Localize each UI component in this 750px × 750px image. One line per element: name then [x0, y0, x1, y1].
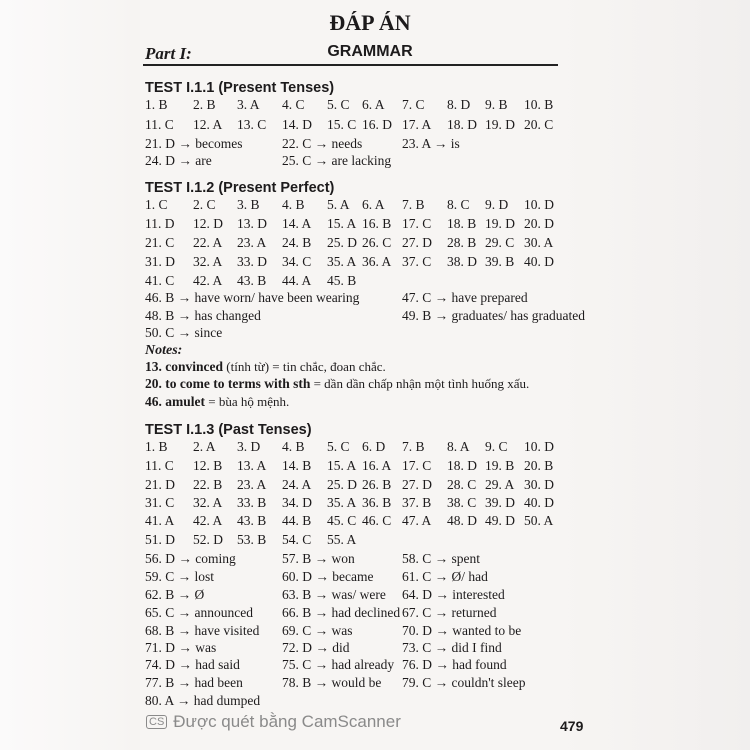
correction-item: 74. D → had said — [145, 657, 240, 672]
answer-cell: 13. D — [237, 216, 267, 231]
correction-item: 21. D → becomes — [145, 136, 243, 151]
answer-cell: 18. B — [447, 216, 477, 231]
test-heading: TEST I.1.2 (Present Perfect) — [145, 180, 335, 196]
answer-cell: 12. D — [193, 216, 223, 231]
answer-cell: 4. B — [282, 197, 305, 212]
answer-cell: 14. B — [282, 458, 312, 473]
correction-item: 73. C → did I find — [402, 640, 502, 655]
answer-cell: 46. C — [362, 513, 392, 528]
note-item — [145, 394, 289, 410]
correction-item: 68. B → have visited — [145, 623, 260, 638]
answer-cell: 33. D — [237, 254, 267, 269]
answer-cell: 53. B — [237, 532, 267, 547]
correction-item: 59. C → lost — [145, 569, 215, 584]
answer-cell: 37. B — [402, 495, 432, 510]
answer-cell: 54. C — [282, 532, 312, 547]
correction-item: 58. C → spent — [402, 551, 481, 566]
answer-cell: 38. D — [447, 254, 477, 269]
correction-item: 49. B → graduates/ has graduated — [402, 308, 585, 323]
answer-cell: 11. C — [145, 117, 174, 132]
answer-cell: 17. C — [402, 458, 432, 473]
answer-cell: 17. C — [402, 216, 432, 231]
answer-cell: 9. C — [485, 439, 508, 454]
correction-item: 70. D → wanted to be — [402, 623, 522, 638]
answer-cell: 10. B — [524, 97, 554, 112]
answer-cell: 5. C — [327, 439, 350, 454]
correction-item: 67. C → returned — [402, 605, 497, 620]
answer-cell: 34. D — [282, 495, 312, 510]
correction-item: 80. A → had dumped — [145, 693, 261, 708]
answer-cell: 49. D — [485, 513, 515, 528]
correction-item: 60. D → became — [282, 569, 374, 584]
answer-cell: 3. D — [237, 439, 261, 454]
correction-item: 22. C → needs — [282, 136, 363, 151]
note-term: 20. to come to terms with sth — [145, 376, 311, 391]
answer-cell: 41. C — [145, 273, 175, 288]
correction-item: 61. C → Ø/ had — [402, 569, 488, 584]
answer-cell: 48. D — [447, 513, 477, 528]
answer-cell: 50. A — [524, 513, 554, 528]
answer-cell: 44. B — [282, 513, 312, 528]
page-title: ĐÁP ÁN — [329, 10, 411, 35]
answer-cell: 42. A — [193, 513, 223, 528]
answer-cell: 5. C — [327, 97, 350, 112]
answer-cell: 36. B — [362, 495, 392, 510]
answer-cell: 12. A — [193, 117, 223, 132]
answer-cell: 22. B — [193, 477, 223, 492]
answer-cell: 2. B — [193, 97, 216, 112]
correction-item: 46. B → have worn/ have been wearing — [145, 290, 360, 305]
answer-cell: 20. D — [524, 216, 554, 231]
answer-cell: 36. A — [362, 254, 392, 269]
answer-cell: 42. A — [193, 273, 223, 288]
answer-cell: 37. C — [402, 254, 432, 269]
answer-cell: 39. B — [485, 254, 515, 269]
answer-cell: 23. A — [237, 477, 267, 492]
answer-cell: 2. C — [193, 197, 216, 212]
answer-cell: 41. A — [145, 513, 175, 528]
answer-cell: 19. D — [485, 216, 515, 231]
answer-cell: 29. C — [485, 235, 515, 250]
page-number: 479 — [560, 718, 584, 734]
notes-label: Notes: — [145, 343, 183, 358]
correction-item: 79. C → couldn't sleep — [402, 675, 526, 690]
answer-cell: 31. C — [145, 495, 175, 510]
note-item — [145, 359, 386, 375]
camscanner-watermark — [146, 712, 401, 732]
correction-item: 78. B → would be — [282, 675, 382, 690]
answer-cell: 15. A — [327, 458, 357, 473]
answer-cell: 27. D — [402, 235, 432, 250]
answer-cell: 19. D — [485, 117, 515, 132]
test-heading: TEST I.1.1 (Present Tenses) — [145, 80, 335, 96]
correction-item: 65. C → announced — [145, 605, 253, 620]
test-heading: TEST I.1.3 (Past Tenses) — [145, 422, 312, 438]
answer-cell: 3. A — [237, 97, 260, 112]
correction-item: 77. B → had been — [145, 675, 243, 690]
answer-cell: 33. B — [237, 495, 267, 510]
note-term: 46. amulet — [145, 394, 205, 409]
camscanner-logo-icon: CS — [146, 715, 167, 729]
answer-cell: 26. B — [362, 477, 392, 492]
answer-cell: 6. A — [362, 97, 385, 112]
answer-cell: 8. C — [447, 197, 470, 212]
answer-cell: 24. A — [282, 477, 312, 492]
answer-cell: 21. C — [145, 235, 175, 250]
answer-cell: 10. D — [524, 197, 554, 212]
answer-cell: 44. A — [282, 273, 312, 288]
answer-cell: 31. D — [145, 254, 175, 269]
note-item — [145, 376, 529, 392]
answer-cell: 52. D — [193, 532, 223, 547]
watermark-text: Được quét bằng CamScanner — [173, 712, 401, 731]
correction-item: 64. D → interested — [402, 587, 505, 602]
answer-cell: 3. B — [237, 197, 260, 212]
answer-cell: 25. D — [327, 235, 357, 250]
correction-item: 25. C → are lacking — [282, 153, 392, 168]
answer-cell: 40. D — [524, 254, 554, 269]
answer-cell: 9. B — [485, 97, 508, 112]
answer-cell: 18. D — [447, 458, 477, 473]
answer-cell: 6. D — [362, 439, 386, 454]
correction-item: 57. B → won — [282, 551, 355, 566]
answer-cell: 15. A — [327, 216, 357, 231]
answer-cell: 27. D — [402, 477, 432, 492]
answer-cell: 8. A — [447, 439, 470, 454]
answer-cell: 2. A — [193, 439, 216, 454]
answer-cell: 25. D — [327, 477, 357, 492]
answer-cell: 12. B — [193, 458, 223, 473]
page-margin — [0, 0, 140, 750]
answer-cell: 47. A — [402, 513, 432, 528]
answer-cell: 4. B — [282, 439, 305, 454]
answer-cell: 7. B — [402, 197, 425, 212]
answer-cell: 39. D — [485, 495, 515, 510]
answer-cell: 10. D — [524, 439, 554, 454]
answer-cell: 9. D — [485, 197, 509, 212]
correction-item: 47. C → have prepared — [402, 290, 528, 305]
answer-cell: 38. C — [447, 495, 477, 510]
answer-cell: 1. B — [145, 97, 168, 112]
page-bleed-through — [560, 0, 750, 750]
answer-cell: 7. C — [402, 97, 425, 112]
correction-item: 50. C → since — [145, 325, 223, 340]
answer-cell: 11. C — [145, 458, 174, 473]
answer-cell: 24. B — [282, 235, 312, 250]
header-rule — [143, 64, 558, 66]
answer-cell: 11. D — [145, 216, 175, 231]
answer-cell: 28. B — [447, 235, 477, 250]
correction-item: 71. D → was — [145, 640, 217, 655]
answer-cell: 29. A — [485, 477, 515, 492]
answer-cell: 30. D — [524, 477, 554, 492]
answer-cell: 40. D — [524, 495, 554, 510]
answer-cell: 32. A — [193, 495, 223, 510]
correction-item: 63. B → was/ were — [282, 587, 386, 602]
answer-cell: 35. A — [327, 254, 357, 269]
answer-cell: 26. C — [362, 235, 392, 250]
answer-cell: 13. C — [237, 117, 267, 132]
answer-cell: 5. A — [327, 197, 350, 212]
answer-cell: 43. B — [237, 513, 267, 528]
answer-cell: 6. A — [362, 197, 385, 212]
answer-cell: 35. A — [327, 495, 357, 510]
answer-cell: 28. C — [447, 477, 477, 492]
answer-cell: 51. D — [145, 532, 175, 547]
answer-cell: 16. A — [362, 458, 392, 473]
answer-cell: 23. A — [237, 235, 267, 250]
correction-item: 75. C → had already — [282, 657, 395, 672]
correction-item: 69. C → was — [282, 623, 353, 638]
note-definition: (tính từ) = tin chắc, đoan chắc. — [223, 359, 386, 374]
answer-cell: 16. D — [362, 117, 392, 132]
answer-cell: 14. D — [282, 117, 312, 132]
answer-cell: 1. B — [145, 439, 168, 454]
part-label: Part I: — [145, 44, 192, 63]
correction-item: 62. B → Ø — [145, 587, 205, 602]
answer-cell: 34. C — [282, 254, 312, 269]
correction-item: 56. D → coming — [145, 551, 236, 566]
answer-cell: 55. A — [327, 532, 357, 547]
answer-cell: 4. C — [282, 97, 305, 112]
answer-cell: 16. B — [362, 216, 392, 231]
answer-cell: 13. A — [237, 458, 267, 473]
note-term: 13. convinced — [145, 359, 224, 374]
correction-item: 24. D → are — [145, 153, 212, 168]
section-title: GRAMMAR — [327, 43, 413, 60]
answer-cell: 20. C — [524, 117, 554, 132]
answer-cell: 8. D — [447, 97, 471, 112]
answer-cell: 7. B — [402, 439, 425, 454]
answer-cell: 30. A — [524, 235, 554, 250]
answer-cell: 15. C — [327, 117, 357, 132]
correction-item: 23. A → is — [402, 136, 460, 151]
answer-cell: 45. B — [327, 273, 357, 288]
answer-cell: 1. C — [145, 197, 168, 212]
answer-cell: 17. A — [402, 117, 432, 132]
answer-cell: 14. A — [282, 216, 312, 231]
correction-item: 48. B → has changed — [145, 308, 261, 323]
answer-cell: 20. B — [524, 458, 554, 473]
answer-cell: 32. A — [193, 254, 223, 269]
correction-item: 66. B → had declined — [282, 605, 401, 620]
answer-cell: 22. A — [193, 235, 223, 250]
note-definition: = dần dần chấp nhận một tình huống xấu. — [310, 376, 530, 391]
answer-cell: 45. C — [327, 513, 357, 528]
answer-cell: 43. B — [237, 273, 267, 288]
correction-item: 76. D → had found — [402, 657, 507, 672]
answer-cell: 21. D — [145, 477, 175, 492]
answer-cell: 18. D — [447, 117, 477, 132]
answer-cell: 19. B — [485, 458, 515, 473]
note-definition: = bùa hộ mệnh. — [205, 394, 290, 409]
correction-item: 72. D → did — [282, 640, 350, 655]
